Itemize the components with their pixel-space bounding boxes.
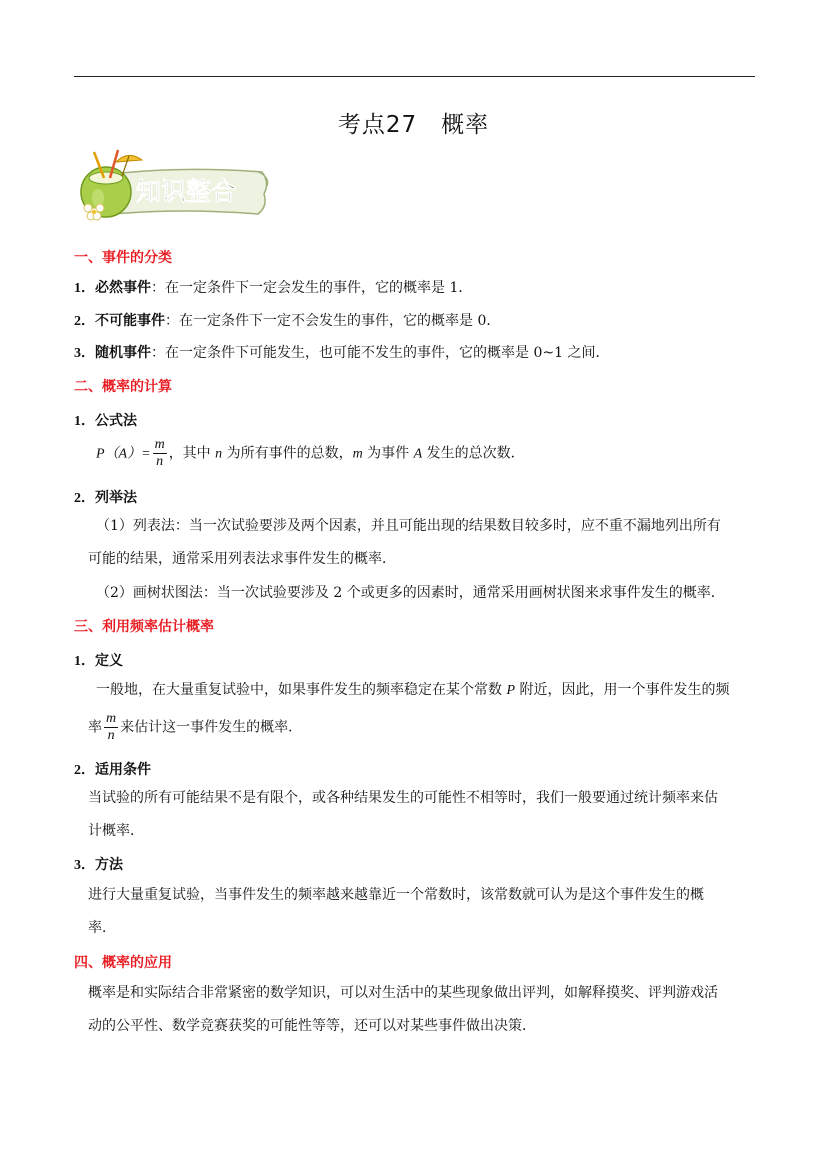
paragraph-line: 进行大量重复试验，当事件发生的频率越来越靠近一个常数时，该常数就可认为是这个事件发生的概 xyxy=(88,887,704,903)
item-text: ：在一定条件下可能发生，也可能不发生的事件，它的概率是 0~1 之间． xyxy=(151,345,610,361)
paragraph-line: 概率是和实际结合非常紧密的数学知识，可以对生活中的某些现象做出评判，如解释摸奖、评判游戏活 xyxy=(88,985,718,1001)
section-heading-2: 二、概率的计算 xyxy=(74,379,172,395)
formula-text: 发生的总次数． xyxy=(422,445,525,462)
formula-lhs: P（A）= xyxy=(96,446,151,462)
paragraph-text: 来估计这一事件发生的概率． xyxy=(120,719,303,736)
subheading-number: 3． xyxy=(74,858,95,873)
formula-text: 为所有事件的总数， xyxy=(222,445,353,462)
paragraph-var: P xyxy=(506,683,516,698)
subheading-number: 1． xyxy=(74,414,95,429)
item-number: 1． xyxy=(74,281,95,296)
classification-item-1 xyxy=(74,278,472,299)
item-term: 必然事件 xyxy=(95,280,151,296)
badge-text: 知识整合 xyxy=(136,177,237,206)
paragraph-text: 一般地，在大量重复试验中，如果事件发生的频率稳定在某个常数 xyxy=(96,682,507,698)
classification-item-3 xyxy=(74,343,609,364)
formula-var: m xyxy=(352,446,363,462)
formula-line xyxy=(96,437,525,470)
fraction-m-over-n xyxy=(104,711,118,744)
subheading-number: 1． xyxy=(74,654,95,669)
item-term: 不可能事件 xyxy=(95,313,165,329)
paragraph-line: （2）画树状图法：当一次试验要涉及 2 个或更多的因素时，通常采用画树状图来求事件发生的概率． xyxy=(96,585,725,601)
subheading-formula xyxy=(74,410,137,430)
subheading-label: 方法 xyxy=(95,857,123,873)
paragraph-line: 可能的结果，通常采用列表法求事件发生的概率． xyxy=(88,551,396,567)
subheading-number: 2． xyxy=(74,491,95,506)
fraction-m-over-n xyxy=(153,437,167,470)
subheading-label: 公式法 xyxy=(95,413,137,429)
fraction-numerator: m xyxy=(154,437,165,452)
paragraph-text: 附近，因此，用一个事件发生的频 xyxy=(515,682,730,698)
knowledge-badge xyxy=(72,148,272,222)
subheading-label: 适用条件 xyxy=(95,762,151,778)
section-heading-3: 三、利用频率估计概率 xyxy=(74,619,214,635)
paragraph-line: （1）列表法：当一次试验要涉及两个因素，并且可能出现的结果数目较多时，应不重不漏地列出所有 xyxy=(96,518,721,534)
section-heading-1: 一、事件的分类 xyxy=(74,250,172,266)
item-number: 3． xyxy=(74,346,95,361)
formula-var: A xyxy=(413,446,423,462)
paragraph-line xyxy=(88,711,302,744)
item-text: ：在一定条件下一定不会发生的事件，它的概率是 0． xyxy=(165,313,501,329)
subheading-label: 列举法 xyxy=(95,490,137,506)
paragraph-line: 率． xyxy=(88,920,116,936)
formula-var: n xyxy=(215,446,223,462)
subheading-enumeration xyxy=(74,487,137,507)
header-rule xyxy=(74,76,755,77)
formula-text: ，其中 xyxy=(168,445,216,462)
subheading-label: 定义 xyxy=(95,653,123,669)
item-text: ：在一定条件下一定会发生的事件，它的概率是 1． xyxy=(151,280,473,296)
item-term: 随机事件 xyxy=(95,345,151,361)
paragraph-line: 当试验的所有可能结果不是有限个，或各种结果发生的可能性不相等时，我们一般要通过统计频率来估 xyxy=(88,790,718,806)
paragraph-text: 率 xyxy=(88,719,102,736)
subheading-method xyxy=(74,854,123,874)
paragraph-line: 计概率． xyxy=(88,823,144,839)
subheading-conditions xyxy=(74,759,151,779)
section-heading-4: 四、概率的应用 xyxy=(74,955,172,971)
fraction-numerator: m xyxy=(106,711,117,726)
paragraph-line: 动的公平性、数学竞赛获奖的可能性等等，还可以对某些事件做出决策． xyxy=(88,1018,536,1034)
subheading-number: 2． xyxy=(74,763,95,778)
item-number: 2． xyxy=(74,314,95,329)
classification-item-2 xyxy=(74,311,500,332)
paragraph-line xyxy=(96,680,729,701)
subheading-definition xyxy=(74,650,123,670)
fraction-denominator: n xyxy=(107,728,115,743)
formula-text: 为事件 xyxy=(362,445,414,462)
fraction-denominator: n xyxy=(156,454,164,469)
page-title: 考点27 概率 xyxy=(337,112,490,138)
